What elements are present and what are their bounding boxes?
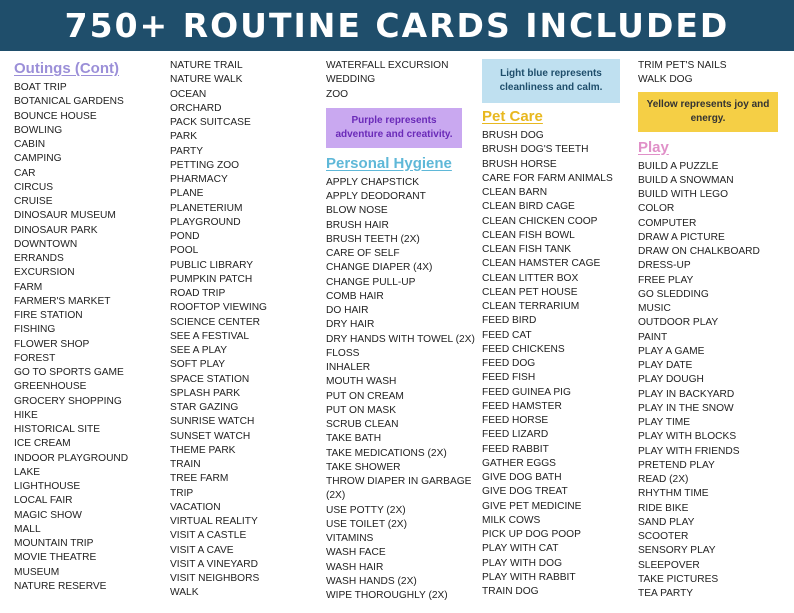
list-item: DRAW A PICTURE [638,231,725,243]
list-item: PLAY WITH BLOCKS [638,431,737,443]
list-item: FEED GUINEA PIG [482,386,571,398]
list-item: FEED FISH [482,372,536,384]
pet-care-list [482,129,632,599]
personal-hygiene-list [326,176,476,604]
list-item: LAKE [14,466,41,478]
list-item: READ (2X) [638,474,689,485]
list-item: EXCURSION [14,267,75,279]
list-item: COLOR [638,203,675,215]
list-item: FEED CAT [482,329,532,341]
list-item: BUILD A SNOWMAN [638,174,734,186]
list-item: PETTING ZOO [170,159,240,171]
list-item: BOWLING [14,124,63,136]
list-item: SAND PLAY [638,516,695,528]
list-item: POOL [170,245,199,257]
list-item: FREE PLAY [638,274,694,286]
list-item: MOUNTAIN TRIP [14,538,94,549]
banner-title: 750+ ROUTINE CARDS INCLUDED [64,6,730,45]
list-item: PLAY WITH CAT [482,543,559,555]
list-item: PUT ON MASK [326,404,397,416]
list-item: MALL [14,523,41,535]
list-item: CHANGE PULL-UP [326,276,416,288]
list-item: RIDE BIKE [638,502,689,514]
list-item: MOUTH WASH [326,376,397,388]
list-item: BOTANICAL GARDENS [14,96,124,108]
list-item: INHALER [326,362,371,373]
list-item: CLEAN BIRD CAGE [482,201,575,213]
list-item: CLEAN HAMSTER CAGE [482,258,601,270]
list-item: SPLASH PARK [170,387,241,399]
list-item: TRAIN [170,459,201,470]
list-item: FLOWER SHOP [14,338,90,350]
list-item: VISIT A CASTLE [170,530,247,542]
list-item: MILK COWS [482,514,541,526]
title-banner [0,0,794,51]
list-item: DO HAIR [326,305,369,316]
list-item: GROCERY SHOPPING [14,395,122,407]
blue-color-note: Light blue represents cleanliness and calm. [482,59,620,103]
list-item: LIGHTHOUSE [14,481,81,492]
list-item: FEED DOG [482,358,536,369]
list-item: STAR GAZING [170,402,239,413]
list-item: BOUNCE HOUSE [14,110,97,122]
list-item: SOFT PLAY [170,359,226,371]
list-item: CAMPING [14,153,62,165]
list-item: BRUSH DOG [482,130,544,141]
column-2 [170,59,322,601]
list-item: PLAY TIME [638,417,691,428]
list-item: PLAY WITH RABBIT [482,571,576,583]
list-item: COMB HAIR [326,290,384,302]
list-item: DRY HAIR [326,319,375,331]
list-item: SLEEPOVER [638,559,700,571]
list-item: CLEAN CHICKEN COOP [482,215,598,227]
list-item: SCIENCE CENTER [170,316,261,328]
list-item: FEED BIRD [482,315,537,327]
list-item: GREENHOUSE [14,381,87,393]
list-item: DINOSAUR MUSEUM [14,210,116,222]
list-item: FIRE STATION [14,310,83,321]
list-item: WALK [170,587,199,599]
list-item: FEED HORSE [482,415,549,426]
list-item: PUT ON CREAM [326,390,404,402]
list-item: CLEAN FISH BOWL [482,229,575,241]
personal-hygiene-heading: Personal Hygiene [326,154,452,172]
list-item: TRIP [170,487,194,499]
list-item: PLAY WITH FRIENDS [638,445,740,457]
list-item: CLEAN PET HOUSE [482,286,578,298]
list-item: BRUSH HORSE [482,158,557,170]
list-item: NATURE WALK [170,74,243,86]
list-item: ROOFTOP VIEWING [170,302,267,314]
list-item: DRESS-UP [638,260,691,272]
list-item: BOAT TRIP [14,82,67,93]
list-item: PLAYGROUND [170,216,241,228]
list-item: ROAD TRIP [170,288,226,299]
outings-list-end [326,59,476,102]
list-item: GIVE PET MEDICINE [482,500,582,512]
outings-list-continued [170,59,322,601]
list-item: ERRANDS [14,253,64,264]
list-item: COMPUTER [638,217,697,229]
list-item: FEED HAMSTER [482,400,562,412]
list-item: FISHING [14,324,56,336]
list-item: FARMER'S MARKET [14,295,111,307]
list-item: NATURE RESERVE [14,580,107,592]
list-item: PLAY DATE [638,360,693,371]
column-5 [638,59,788,601]
list-item: FEED LIZARD [482,429,549,441]
list-item: GATHER EGGS [482,457,556,469]
list-item: TRIM PET'S NAILS [638,60,727,71]
list-item: DRY HANDS WITH TOWEL (2X) [326,333,475,345]
list-item: CLEAN FISH TANK [482,244,572,255]
list-item: BRUSH DOG'S TEETH [482,144,589,156]
list-item: PLAY DOUGH [638,374,704,386]
list-item: GO SLEDDING [638,288,709,300]
list-item: PHARMACY [170,174,228,185]
list-item: WEDDING [326,74,376,86]
list-item: CAR [14,167,36,179]
list-item: SCOOTER [638,531,689,542]
yellow-color-note: Yellow represents joy and energy. [638,92,778,132]
column-4 [482,59,632,599]
list-item: POND [170,231,200,242]
list-item: WATERFALL EXCURSION [326,60,449,71]
list-item: OUTDOOR PLAY [638,317,719,329]
list-item: FOREST [14,352,56,364]
outings-heading: Outings (Cont) [14,60,119,77]
list-item: PICK UP DOG POOP [482,529,581,540]
list-item: GIVE DOG BATH [482,472,562,483]
list-item: NATURE TRAIL [170,60,243,71]
list-item: INDOOR PLAYGROUND [14,452,129,464]
list-item: VITAMINS [326,533,374,544]
list-item: MAGIC SHOW [14,509,82,521]
list-item: CRUISE [14,196,53,207]
list-item: BUILD A PUZZLE [638,160,719,172]
list-item: ORCHARD [170,102,222,114]
list-item: TEA PARTY [638,588,694,599]
column-1 [14,59,166,594]
list-item: SUNRISE WATCH [170,416,255,428]
list-item: THEME PARK [170,444,236,456]
list-item: THROW DIAPER IN GARBAGE (2X) [326,476,472,502]
play-heading: Play [638,138,669,156]
list-item: HISTORICAL SITE [14,424,101,435]
list-item: GO TO SPORTS GAME [14,367,124,378]
purple-color-note: Purple represents adventure and creativity. [326,108,462,148]
list-item: MOVIE THEATRE [14,552,97,564]
list-item: FEED RABBIT [482,443,549,455]
list-item: USE TOILET (2X) [326,518,407,530]
list-item: CIRCUS [14,181,54,193]
list-item: PLANETERIUM [170,202,243,214]
list-item: GIVE DOG TREAT [482,486,568,498]
list-item: SEE A FESTIVAL [170,330,250,342]
list-item: MUSEUM [14,566,60,578]
list-item: DRAW ON CHALKBOARD [638,246,760,257]
list-item: PLANE [170,188,204,200]
list-item: LOCAL FAIR [14,495,73,507]
column-3 [326,59,476,603]
list-item: ICE CREAM [14,438,71,450]
list-item: VISIT NEIGHBORS [170,573,260,584]
list-item: TRAIN DOG [482,586,539,597]
list-item: VISIT A VINEYARD [170,558,258,570]
list-item: SENSORY PLAY [638,545,716,557]
list-item: CARE OF SELF [326,248,400,259]
list-item: SUNSET WATCH [170,430,251,442]
list-item: PLAY WITH DOG [482,557,563,569]
list-item: BRUSH TEETH (2X) [326,233,420,245]
list-item: VISIT A CAVE [170,544,234,556]
list-item: CLEAN BARN [482,187,548,198]
list-item: CLEAN TERRARIUM [482,301,580,312]
list-item: CLEAN LITTER BOX [482,272,579,284]
list-item: CHANGE DIAPER (4X) [326,262,433,274]
list-item: TAKE PICTURES [638,573,719,585]
list-item: PACK SUITCASE [170,117,251,128]
list-item: VACATION [170,501,221,513]
list-item: TAKE MEDICATIONS (2X) [326,447,447,459]
list-item: PUMPKIN PATCH [170,273,253,285]
list-item: APPLY DEODORANT [326,191,426,202]
list-item: SPACE STATION [170,373,250,385]
list-item: BLOW NOSE [326,205,388,217]
list-item: TAKE BATH [326,433,382,445]
list-item: FLOSS [326,347,360,359]
list-item: PAINT [638,331,668,343]
list-item: WASH HANDS (2X) [326,575,417,587]
list-item: CARE FOR FARM ANIMALS [482,172,613,184]
list-item: ZOO [326,88,349,100]
list-item: TAKE SHOWER [326,461,401,473]
list-item: OCEAN [170,88,207,100]
list-item: SCRUB CLEAN [326,419,399,430]
list-item: PRETEND PLAY [638,459,715,471]
list-item: DINOSAUR PARK [14,224,98,236]
list-item: BRUSH HAIR [326,219,389,231]
list-item: FEED CHICKENS [482,343,565,355]
list-item: WASH HAIR [326,561,384,573]
list-item: APPLY CHAPSTICK [326,176,420,188]
list-item: USE POTTY (2X) [326,504,406,516]
list-item: FARM [14,281,43,293]
list-item: VIRTUAL REALITY [170,516,258,527]
list-item: HIKE [14,409,38,421]
play-list [638,160,788,602]
list-item: BUILD WITH LEGO [638,189,729,200]
list-item: WASH FACE [326,547,386,559]
list-item: WALK DOG [638,74,693,86]
list-item: PLAY A GAME [638,345,705,357]
pet-care-list-continued [638,59,788,88]
list-item: CABIN [14,139,46,150]
list-item: PLAY IN BACKYARD [638,388,735,400]
list-item: WIPE THOROUGHLY (2X) [326,590,448,601]
list-item: PARTY [170,145,204,157]
list-item: RHYTHM TIME [638,488,709,500]
list-item: PUBLIC LIBRARY [170,259,254,271]
list-item: SEE A PLAY [170,345,228,356]
pet-care-heading: Pet Care [482,108,543,125]
list-item: DOWNTOWN [14,238,78,250]
outings-list [14,81,166,594]
list-item: PLAY IN THE SNOW [638,402,734,414]
list-item: PARK [170,131,197,143]
list-item: MUSIC [638,303,671,314]
list-item: TREE FARM [170,473,229,485]
